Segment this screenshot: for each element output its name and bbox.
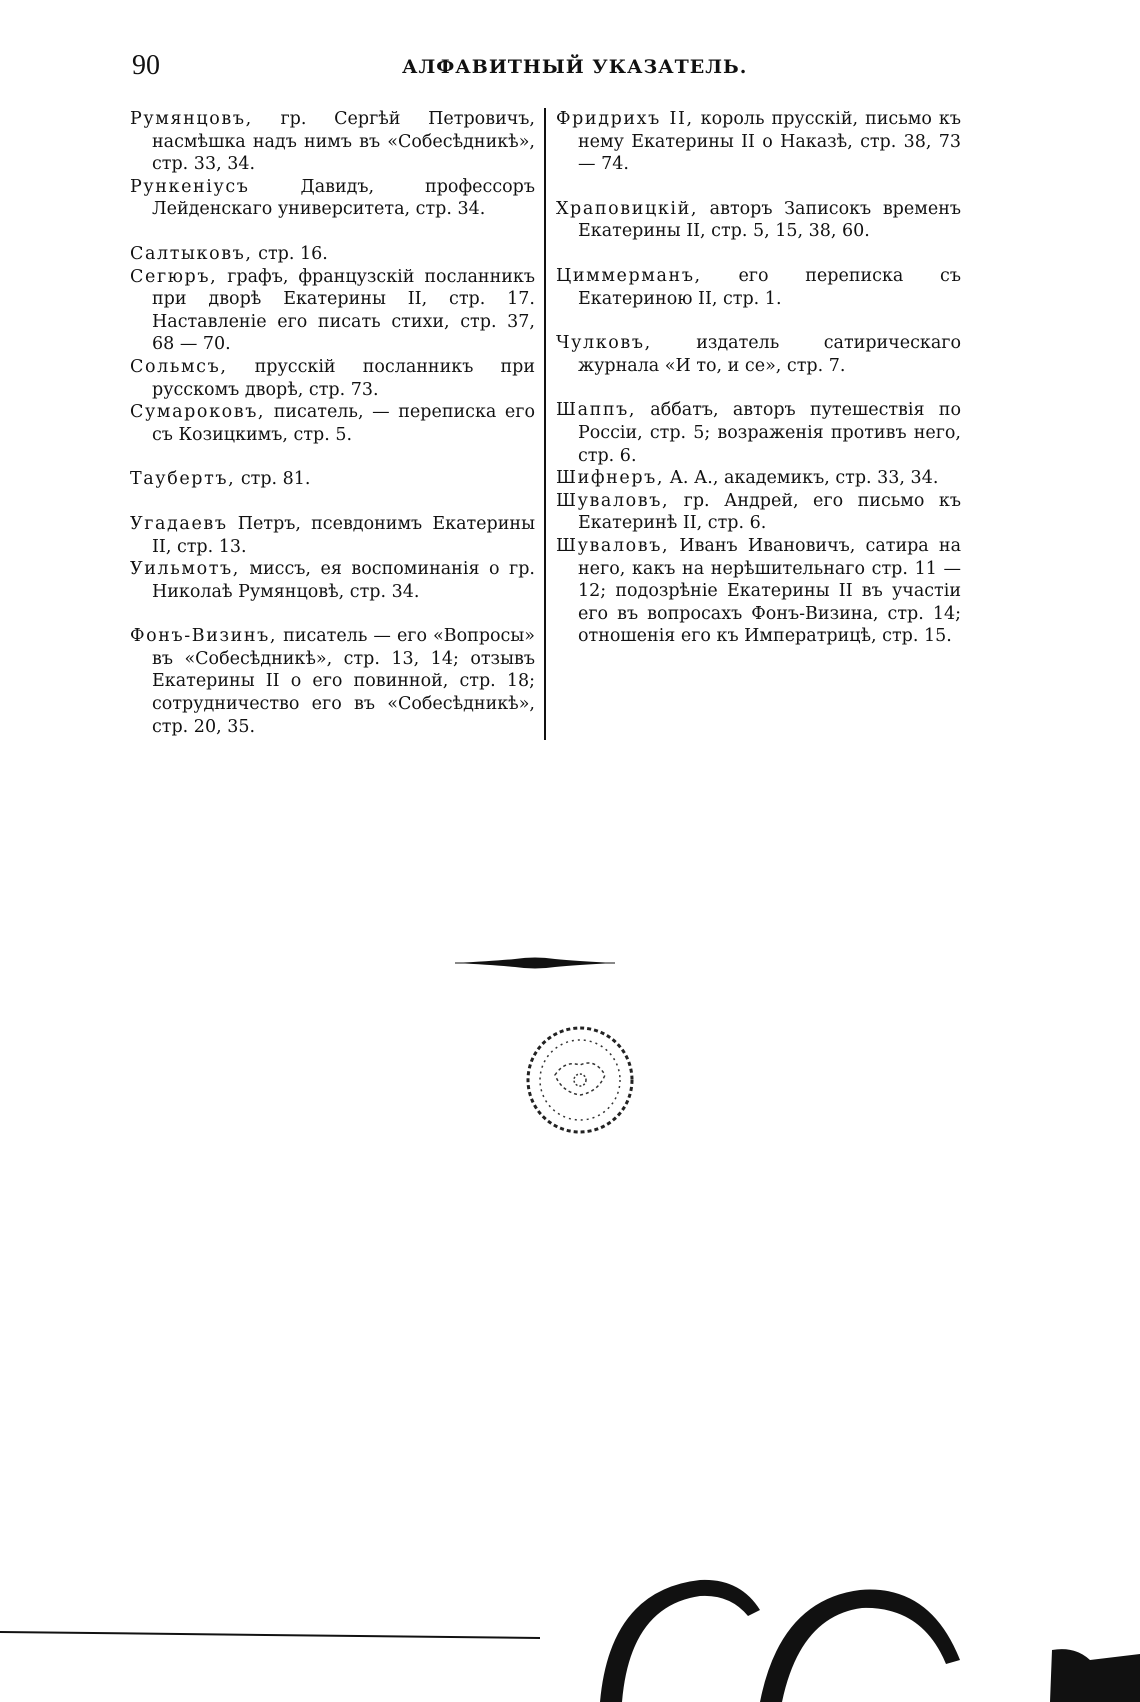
entry-text: писатель — его «Вопросы» въ «Собесѣдникѣ», стр. 13, 14; отзывъ Екатерины II о его повинной, стр. 18; сотрудничество его въ «Собесѣдникѣ», стр. 20, 35.	[152, 626, 535, 737]
entry-name: Храповицкій,	[556, 198, 699, 219]
entry-text: стр. 81.	[235, 469, 311, 490]
index-entry	[556, 399, 961, 467]
index-entry	[556, 332, 961, 377]
entry-text: его переписка съ Екатериною II, стр. 1.	[578, 265, 961, 309]
entry-name: Сумароковъ,	[130, 402, 266, 423]
index-entry	[556, 490, 961, 535]
entry-text: аббатъ, авторъ путешествія по Россіи, стр. 5; возраженія противъ него, стр. 6.	[578, 400, 961, 466]
entry-text: гр. Андрей, его письмо къ Екатеринѣ II, стр. 6.	[578, 490, 961, 534]
index-entry	[130, 176, 535, 221]
entry-name: Шаппъ,	[556, 400, 637, 421]
library-stamp-icon	[520, 1020, 640, 1140]
entry-text: Давидъ, профессоръ Лейденскаго университета, стр. 34.	[152, 176, 535, 220]
index-entry	[130, 468, 535, 491]
entry-name: Циммерманъ,	[556, 265, 702, 286]
entry-text: прусскій посланникъ при русскомъ дворѣ, стр. 73.	[152, 356, 535, 400]
index-entry	[556, 108, 961, 176]
index-entry	[556, 467, 961, 490]
entry-text: авторъ Записокъ временъ Екатерины II, стр. 5, 15, 38, 60.	[578, 198, 961, 242]
entry-name: Чулковъ,	[556, 333, 652, 354]
index-entry	[130, 356, 535, 401]
entry-name: Салтыковъ,	[130, 243, 253, 264]
entry-name: Румянцовъ,	[130, 109, 253, 129]
entry-name: Фридрихъ II,	[556, 109, 694, 129]
entry-name: Шуваловъ,	[556, 490, 670, 511]
entry-text: А. А., академикъ, стр. 33, 34.	[664, 468, 939, 489]
entry-name: Сольмсъ,	[130, 356, 228, 377]
page-number: 90	[132, 50, 160, 81]
index-entry	[556, 535, 961, 648]
entry-name: Уильмотъ,	[130, 559, 240, 580]
index-entry	[130, 513, 535, 558]
page-header	[132, 50, 962, 90]
index-entry	[130, 108, 535, 176]
entry-text: стр. 16.	[252, 243, 328, 264]
scan-edge-artifacts	[0, 1550, 1140, 1702]
index-entry	[130, 401, 535, 446]
entry-name: Сегюръ,	[130, 266, 218, 287]
entry-text: миссъ, ея воспоминанія о гр. Николаѣ Румянцовѣ, стр. 34.	[152, 559, 535, 602]
index-column-left	[130, 108, 535, 738]
entry-text: король прусскій, письмо къ нему Екатерины II о Наказѣ, стр. 38, 73 — 74.	[578, 109, 961, 175]
running-title: АЛФАВИТНЫЙ УКАЗАТЕЛЬ.	[402, 56, 748, 78]
index-entry	[130, 266, 535, 356]
index-entry	[556, 265, 961, 310]
entry-name: Фонъ-Визинъ,	[130, 626, 278, 647]
index-entry	[130, 558, 535, 603]
index-entry	[556, 198, 961, 243]
entry-text: гр. Сергѣй Петровичъ, насмѣшка надъ нимъ въ «Собесѣдникѣ», стр. 33, 34.	[152, 109, 535, 175]
entry-text: Иванъ Ивановичъ, сатира на него, какъ на нерѣшительнаго стр. 11 — 12; подозрѣніе Екатерины II въ участіи его въ вопросахъ Фонъ-Визина, стр. 14; отношенія его къ Императрицѣ, стр. 15.	[578, 535, 961, 647]
entry-text: Петръ, псевдонимъ Екатерины II, стр. 13.	[152, 513, 535, 557]
entry-name: Таубертъ,	[130, 469, 236, 490]
index-entry	[130, 625, 535, 738]
entry-text: издатель сатирическаго журнала «И то, и се», стр. 7.	[578, 333, 961, 376]
entry-name: Шуваловъ,	[556, 535, 670, 556]
entry-name: Шифнеръ,	[556, 468, 665, 489]
index-column-right	[556, 108, 961, 648]
index-entry	[130, 243, 535, 266]
entry-name: Рункеніусъ	[130, 176, 250, 197]
end-ornament	[455, 956, 615, 970]
entry-text: графъ, французскій посланникъ при дворѣ Екатерины II, стр. 17. Наставленіе его писать стихи, стр. 37, 68 — 70.	[152, 266, 535, 355]
entry-text: писатель, — переписка его съ Козицкимъ, стр. 5.	[152, 402, 535, 445]
entry-name: Угадаевъ	[130, 513, 228, 534]
column-divider	[544, 108, 546, 740]
